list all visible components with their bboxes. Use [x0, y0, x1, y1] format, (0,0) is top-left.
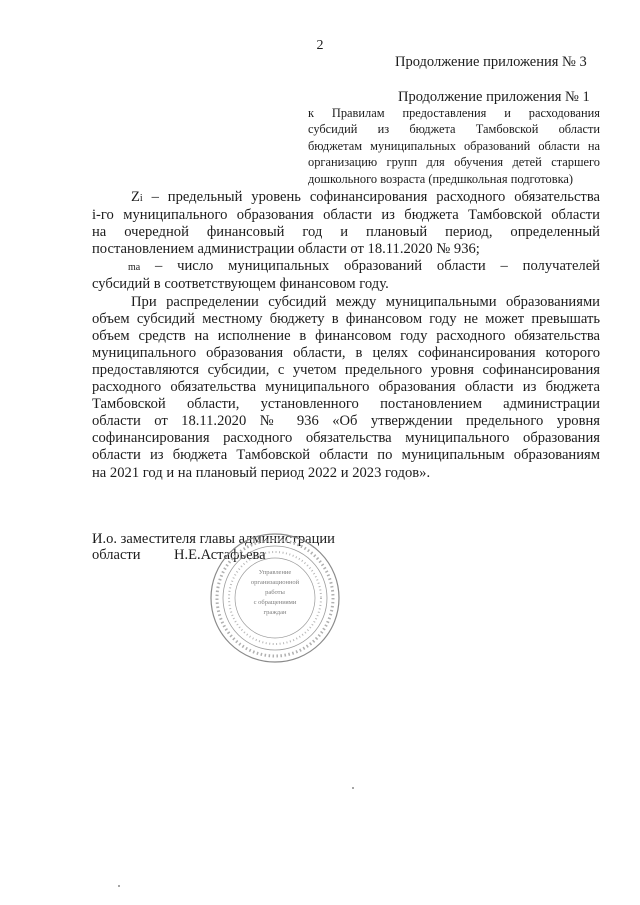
stamp-inner-band [229, 552, 321, 644]
stamp-inner-line: граждан [263, 609, 287, 616]
rules-line: организацию групп для обучения детей старшего [308, 155, 600, 170]
appendix-3-continuation: Продолжение приложения № 3 [395, 54, 587, 70]
zi-definition-line: Zi – предельный уровень софинансирования расходного обязательства [131, 189, 600, 205]
rules-line: дошкольного возраста (предшкольная подготовка) [308, 171, 574, 186]
paragraph-line: муниципального образования области, в целях софинансирования которого [92, 344, 600, 361]
stamp-inner-line: работы [265, 589, 285, 596]
rules-line: бюджетам муниципальных образований области на [308, 138, 600, 153]
stamp-middle-ring [223, 546, 327, 650]
scan-speck [352, 787, 354, 789]
stamp-inner-line: организационной [250, 579, 300, 586]
zi-definition-line: i-го муниципального образования области из бюджета Тамбовской области [92, 207, 600, 224]
ma-definition-line: субсидий в соответствующем финансовом году. [92, 276, 389, 293]
paragraph-line: Тамбовской области, установленного постановлением администрации [92, 396, 600, 413]
rules-line: к Правилам предоставления и расходования [308, 106, 600, 120]
paragraph-line: объем средств на исполнение в финансовом году расходного обязательства [92, 327, 600, 344]
appendix-1-continuation: Продолжение приложения № 1 [398, 89, 590, 105]
paragraph-line: области от 18.11.2020 № 936 «Об утверждении предельного уровня [92, 413, 600, 430]
paragraph-line: При распределении субсидий между муниципальными образованиями [131, 293, 600, 310]
stamp-text-band [217, 540, 333, 656]
scan-speck [118, 885, 120, 887]
paragraph-line: расходного обязательства муниципального образования области из бюджета [92, 379, 600, 396]
rules-reference [308, 105, 600, 187]
zi-definition-line: на очередной финансовый год и плановый период, определенный [92, 224, 600, 241]
paragraph-line: области из бюджета Тамбовской области по муниципальным образованиям [92, 447, 600, 464]
stamp-inner-line: с обращениями [253, 599, 297, 606]
document-body [92, 189, 600, 482]
page-number: 2 [316, 38, 324, 53]
stamp-outer-ring [211, 534, 339, 662]
paragraph-line: предоставляются субсидии, с учетом предельного уровня софинансирования [92, 361, 600, 378]
paragraph-line: софинансирования расходного обязательства муниципального образования [92, 430, 600, 447]
rules-line: субсидий из бюджета Тамбовской области [308, 122, 600, 137]
zi-definition-line: постановлением администрации области от 18.11.2020 № 936; [92, 241, 480, 258]
ma-definition-line: ma – число муниципальных образований области – получателей [128, 258, 600, 275]
signatory-title: И.о. заместителя главы администрации [92, 531, 335, 547]
stamp-inner-line: Управление [258, 569, 292, 576]
paragraph-line: на 2021 год и на плановый период 2022 и 2023 годов». [92, 464, 431, 481]
official-stamp [205, 528, 345, 668]
signatory-region: области [92, 547, 141, 563]
signatory-name: Н.Е.Астафьева [174, 547, 266, 563]
paragraph-line: объем субсидий местному бюджету в финансовом году не может превышать [92, 310, 600, 327]
